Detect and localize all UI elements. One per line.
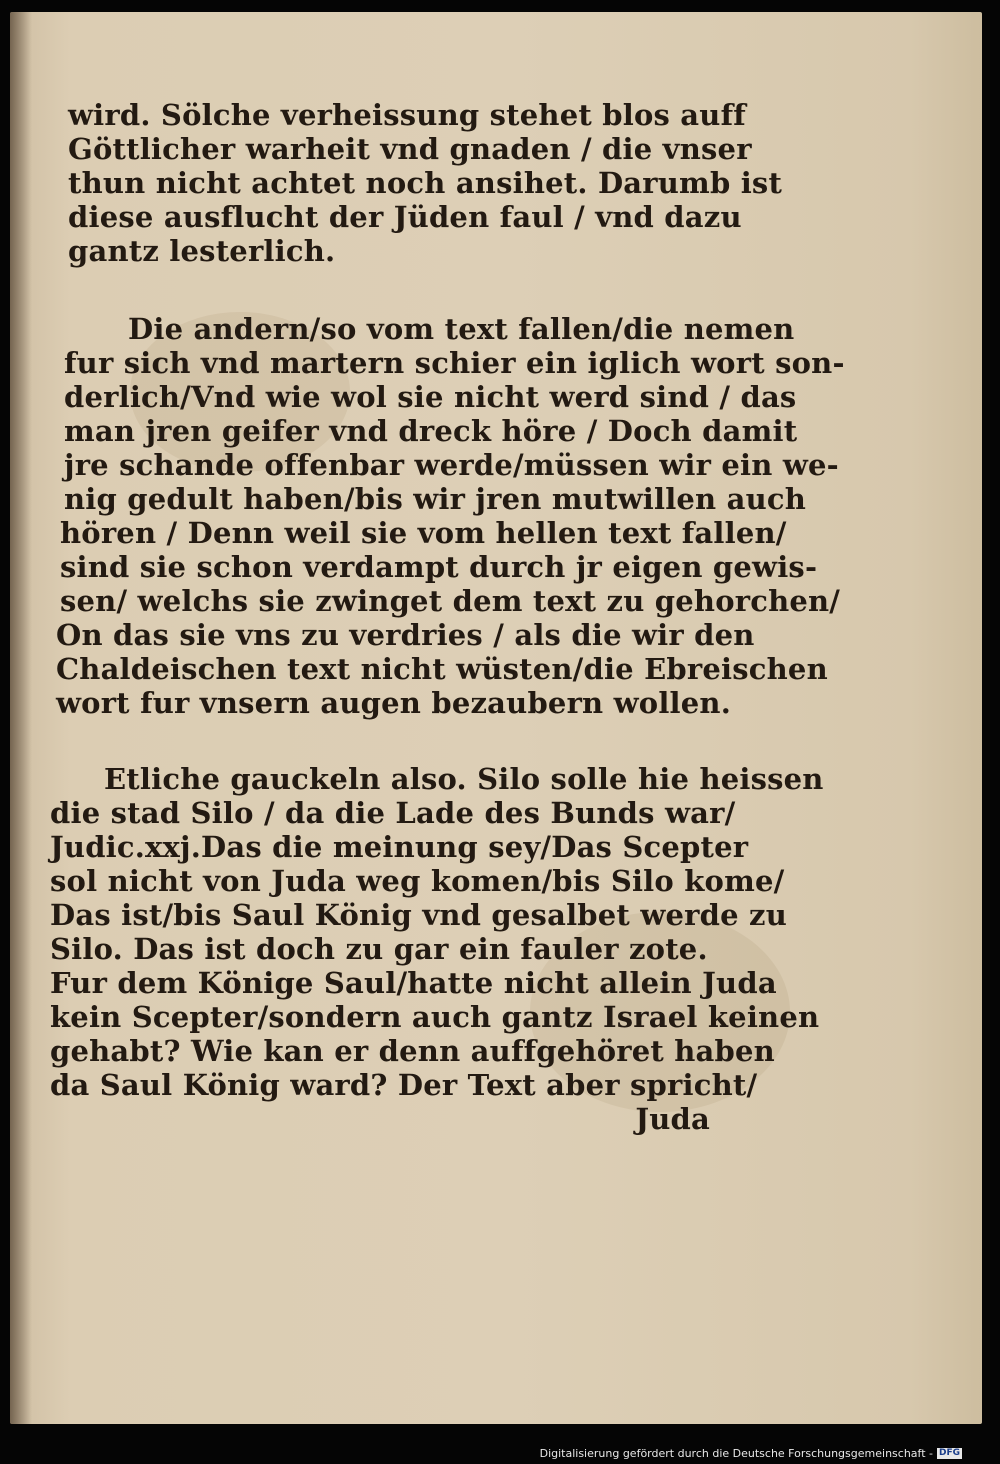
- text-line: sen/ welchs sie zwinget dem text zu gehorchen/: [60, 584, 841, 618]
- text-line: Die andern/so vom text fallen/die nemen: [128, 312, 795, 346]
- text-line: jre schande offenbar werde/müssen wir ein we-: [64, 448, 839, 482]
- text-line: gantz lesterlich.: [68, 234, 336, 268]
- text-line: gehabt? Wie kan er denn auffgehöret haben: [50, 1034, 775, 1068]
- paragraph-gap: [50, 720, 750, 762]
- paragraph-gap: [50, 268, 750, 312]
- digitization-credit: [540, 1447, 962, 1460]
- text-line: wird. Sölche verheissung stehet blos auff: [68, 98, 746, 132]
- text-line: hören / Denn weil sie vom hellen text fallen/: [60, 516, 787, 550]
- text-line: Göttlicher warheit vnd gnaden / die vnser: [68, 132, 752, 166]
- text-line: nig gedult haben/bis wir jren mutwillen auch: [64, 482, 807, 516]
- text-line: sol nicht von Juda weg komen/bis Silo kome/: [50, 864, 785, 898]
- paragraph-1: [50, 98, 783, 268]
- text-line: die stad Silo / da die Lade des Bunds war/: [50, 796, 736, 830]
- text-line: Judic.xxj.Das die meinung sey/Das Scepter: [50, 830, 749, 864]
- text-line: kein Scepter/sondern auch gantz Israel keinen: [50, 1000, 820, 1034]
- text-line: Chaldeischen text nicht wüsten/die Ebreischen: [56, 652, 828, 686]
- spine-shadow: [10, 12, 32, 1424]
- text-line: Etliche gauckeln also. Silo solle hie heissen: [104, 762, 824, 796]
- text-line: Fur dem Könige Saul/hatte nicht allein Juda: [50, 966, 777, 1000]
- text-line: Silo. Das ist doch zu gar ein fauler zote.: [50, 932, 708, 966]
- text-line: da Saul König ward? Der Text aber spricht/: [50, 1068, 758, 1102]
- text-line: sind sie schon verdampt durch jr eigen gewis-: [60, 550, 818, 584]
- text-line: thun nicht achtet noch ansihet. Darumb ist: [68, 166, 783, 200]
- catchword: Juda: [635, 1102, 710, 1136]
- book-page: [10, 12, 982, 1424]
- text-line: derlich/Vnd wie wol sie nicht werd sind / das: [64, 380, 797, 414]
- text-line: On das sie vns zu verdries / als die wir den: [56, 618, 755, 652]
- paragraph-3: [50, 762, 824, 1136]
- text-line: diese ausflucht der Jüden faul / vnd dazu: [68, 200, 742, 234]
- dfg-logo: DFG: [938, 1448, 960, 1458]
- credit-text: Digitalisierung gefördert durch die Deutsche Forschungsgemeinschaft -: [539, 1447, 933, 1460]
- page-text: [50, 98, 845, 1136]
- text-line: fur sich vnd martern schier ein iglich wort son-: [64, 346, 845, 380]
- text-line: wort fur vnsern augen bezaubern wollen.: [56, 686, 731, 720]
- text-line: man jren geifer vnd dreck höre / Doch damit: [64, 414, 798, 448]
- text-line: Das ist/bis Saul König vnd gesalbet werde zu: [50, 898, 787, 932]
- paragraph-2: [50, 312, 845, 720]
